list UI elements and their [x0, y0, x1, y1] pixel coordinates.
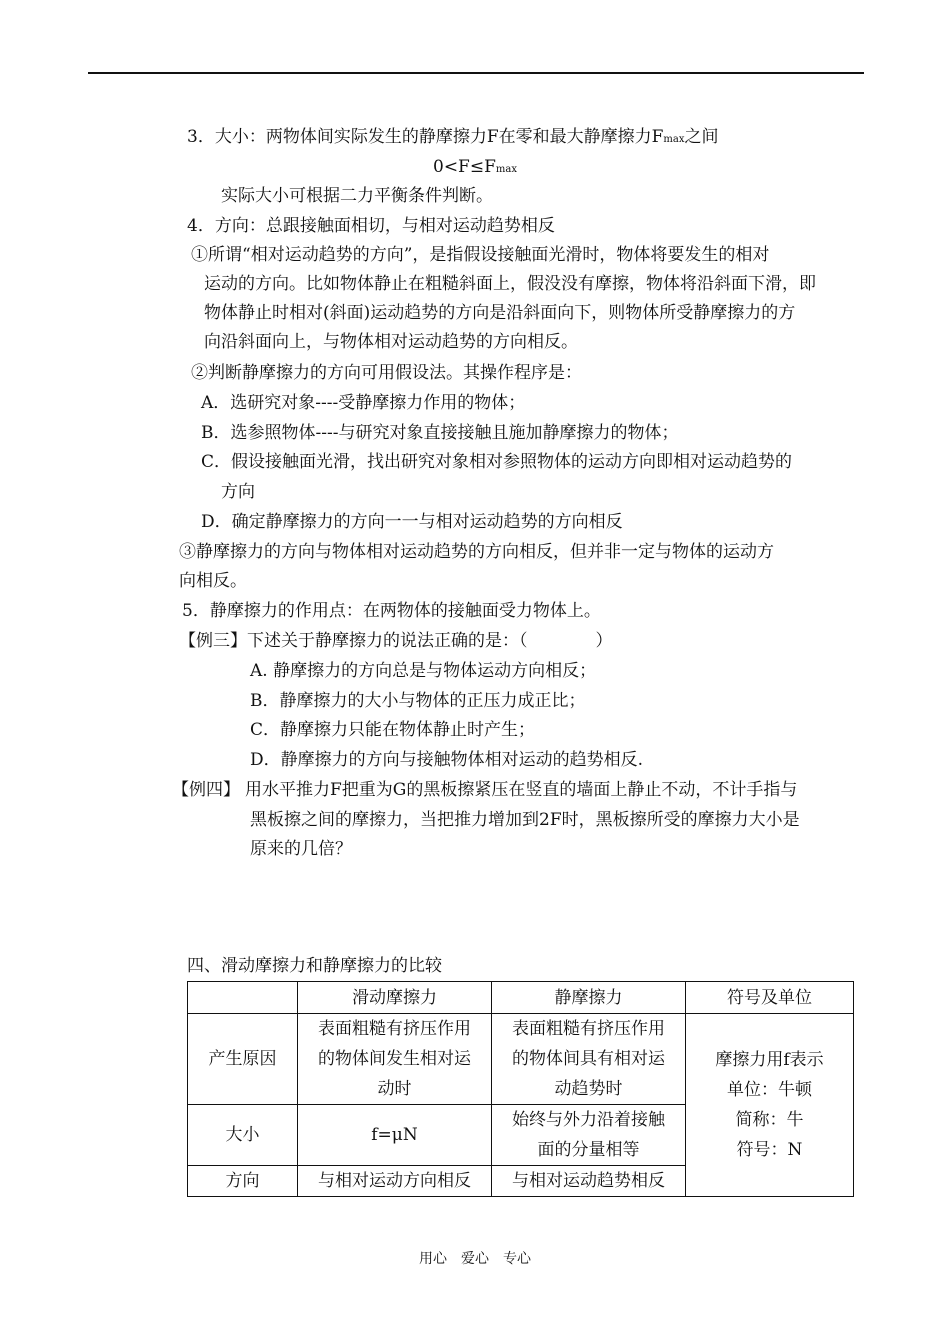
cell-magnitude-static: 始终与外力沿着接触 面的分量相等 [492, 1105, 686, 1166]
row-label-magnitude: 大小 [188, 1105, 298, 1166]
row-label-cause: 产生原因 [188, 1014, 298, 1105]
table-header-empty [188, 982, 298, 1014]
item4-step-c-cont: 方向 [221, 482, 255, 502]
table-header-units: 符号及单位 [686, 982, 854, 1014]
example3-option-d: D．静摩擦力的方向与接触物体相对运动的趋势相反. [250, 750, 644, 770]
cell-direction-static: 与相对运动趋势相反 [492, 1166, 686, 1197]
example4-line1: 用水平推力F把重为G的黑板擦紧压在竖直的墙面上静止不动，不计手指与 [245, 780, 798, 800]
table-header-row [188, 982, 854, 1014]
item4-p2: ②判断静摩擦力的方向可用假设法。其操作程序是： [191, 363, 582, 383]
item3-line: 3．大小：两物体间实际发生的静摩擦力F在零和最大静摩擦力Fmax之间 [187, 127, 719, 147]
example3-option-c: C．静摩擦力只能在物体静止时产生； [250, 720, 536, 740]
item4-p1-line2: 运动的方向。比如物体静止在粗糙斜面上，假没没有摩擦，物体将沿斜面下滑，即 [204, 274, 816, 294]
comparison-table [187, 981, 854, 1197]
item4-step-a: A．选研究对象----受静摩擦力作用的物体； [201, 393, 526, 413]
table-header-static: 静摩擦力 [492, 982, 686, 1014]
item4-p1-line3: 物体静止时相对(斜面)运动趋势的方向是沿斜面向下，则物体所受静摩擦力的方 [204, 303, 796, 323]
example4-line3: 原来的几倍？ [250, 839, 352, 859]
row-label-direction: 方向 [188, 1166, 298, 1197]
cell-cause-static: 表面粗糙有挤压作用 的物体间具有相对运 动趋势时 [492, 1014, 686, 1105]
example3-option-a: A. 静摩擦力的方向总是与物体运动方向相反； [250, 661, 597, 681]
item5: 5．静摩擦力的作用点：在两物体的接触面受力物体上。 [182, 601, 601, 621]
item4-step-c: C．假设接触面光滑，找出研究对象相对参照物体的运动方向即相对运动趋势的 [201, 452, 793, 472]
item3-note: 实际大小可根据二力平衡条件判断。 [221, 186, 493, 206]
cell-direction-sliding: 与相对运动方向相反 [298, 1166, 492, 1197]
table-row-cause [188, 1014, 854, 1105]
example4-line2: 黑板擦之间的摩擦力，当把推力增加到2F时，黑板擦所受的摩擦力大小是 [250, 810, 800, 830]
item4-step-b: B．选参照物体----与研究对象直接接触且施加静摩擦力的物体； [201, 423, 679, 443]
example4-label: 【例四】 [172, 780, 240, 800]
cell-units: 摩擦力用f表示 单位：牛顿 简称：牛 符号：N [686, 1014, 854, 1197]
item4-p1-line1: ①所谓“相对运动趋势的方向”，是指假设接触面光滑时，物体将要发生的相对 [191, 245, 770, 265]
item4-p3-line2: 向相反。 [179, 571, 247, 591]
table-header-sliding: 滑动摩擦力 [298, 982, 492, 1014]
example3-question: 【例三】下述关于静摩擦力的说法正确的是：（ ） [179, 631, 613, 651]
page-footer: 用心 爱心 专心 [419, 1251, 531, 1267]
item4-p3-line1: ③静摩擦力的方向与物体相对运动趋势的方向相反，但并非一定与物体的运动方 [179, 542, 774, 562]
header-rule [88, 72, 864, 74]
item3-formula: 0<F≤Fmax [433, 157, 517, 177]
item4-p1-line4: 向沿斜面向上，与物体相对运动趋势的方向相反。 [204, 332, 578, 352]
example3-option-b: B．静摩擦力的大小与物体的正压力成正比； [250, 691, 586, 711]
cell-magnitude-sliding: f=μN [298, 1105, 492, 1166]
item4-step-d: D．确定静摩擦力的方向一一与相对运动趋势的方向相反 [201, 512, 623, 532]
section4-title: 四、滑动摩擦力和静摩擦力的比较 [187, 956, 442, 976]
cell-cause-sliding: 表面粗糙有挤压作用 的物体间发生相对运 动时 [298, 1014, 492, 1105]
item4-title: 4．方向：总跟接触面相切，与相对运动趋势相反 [187, 216, 555, 236]
